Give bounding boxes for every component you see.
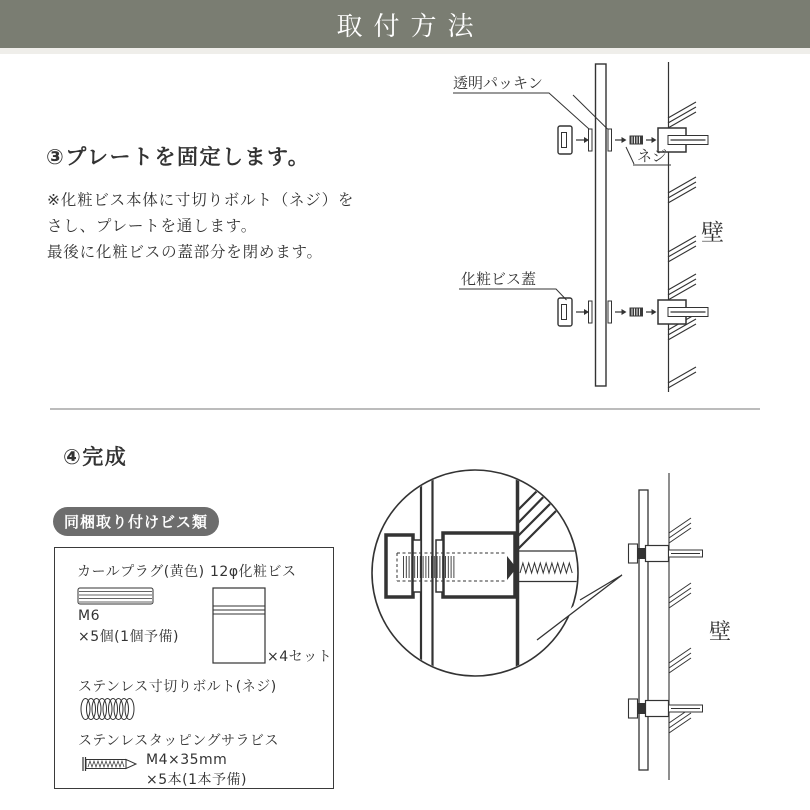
part-plug-qty: ×5個(1個予備) — [78, 629, 179, 645]
part-bolt-name: ステンレス寸切りボルト(ネジ) — [78, 679, 277, 695]
step3-line-3: 最後に化粧ビスの蓋部分を閉めます。 — [47, 243, 323, 261]
section-divider — [50, 408, 760, 410]
page-header — [0, 0, 810, 48]
arrow-right-icon — [646, 309, 657, 315]
packing-washer — [608, 129, 612, 151]
threaded-bolt — [630, 136, 644, 145]
completed-diagram — [355, 435, 800, 810]
leader-lines — [453, 93, 671, 300]
label-cap: 化粧ビス蓋 — [461, 270, 537, 288]
step3-line-2: さし、プレートを通します。 — [47, 217, 258, 235]
label-wall: 壁 — [701, 220, 724, 246]
packing-washer — [608, 301, 612, 323]
arrow-right-icon — [646, 137, 657, 143]
part-tapping-qty: ×5本(1本予備) — [146, 772, 247, 788]
step3-heading: ③プレートを固定します。 — [46, 145, 311, 169]
washer-section — [413, 540, 421, 592]
threaded-bolt — [630, 308, 644, 317]
arrow-right-icon — [615, 309, 627, 315]
header-shadow-strip — [0, 48, 810, 54]
tapping-screw-illustration — [83, 757, 136, 771]
label-wall: 壁 — [709, 620, 732, 645]
packing-washer — [589, 129, 593, 151]
part-bis-qty: ×4セット — [267, 649, 333, 665]
packing-washer — [589, 301, 593, 323]
part-plug-name: カールプラグ(黄色) — [77, 564, 205, 580]
fixing-diagram — [440, 55, 790, 405]
threaded-bolt-illustration — [81, 699, 134, 720]
part-bis-name: 12φ化粧ビス — [210, 564, 297, 580]
label-screw: ネジ — [637, 147, 668, 165]
arrow-right-icon — [615, 137, 627, 143]
label-packing: 透明パッキン — [453, 74, 543, 92]
arrow-right-icon — [576, 309, 589, 315]
page-title: 取付方法 — [336, 11, 485, 42]
assembly-row-lower — [558, 298, 708, 326]
parts-illustrations — [55, 548, 332, 787]
step3-description — [47, 187, 354, 265]
step4-heading: ④完成 — [63, 445, 128, 469]
plate — [596, 64, 607, 386]
part-tapping-spec: M4×35mm — [146, 752, 228, 768]
assembly-row-upper — [558, 126, 708, 154]
part-plug-spec: M6 — [78, 608, 100, 624]
plate — [639, 490, 648, 770]
arrow-right-icon — [576, 137, 589, 143]
included-parts-badge: 同梱取り付けビス類 — [53, 507, 219, 536]
decorative-bis-illustration — [213, 588, 265, 663]
step3-line-1: ※化粧ビス本体に寸切りボルト（ネジ）を — [47, 191, 355, 209]
part-tapping-name: ステンレスタッピングサラビス — [78, 733, 279, 749]
plug-illustration — [78, 588, 153, 604]
included-parts-box — [54, 547, 334, 789]
